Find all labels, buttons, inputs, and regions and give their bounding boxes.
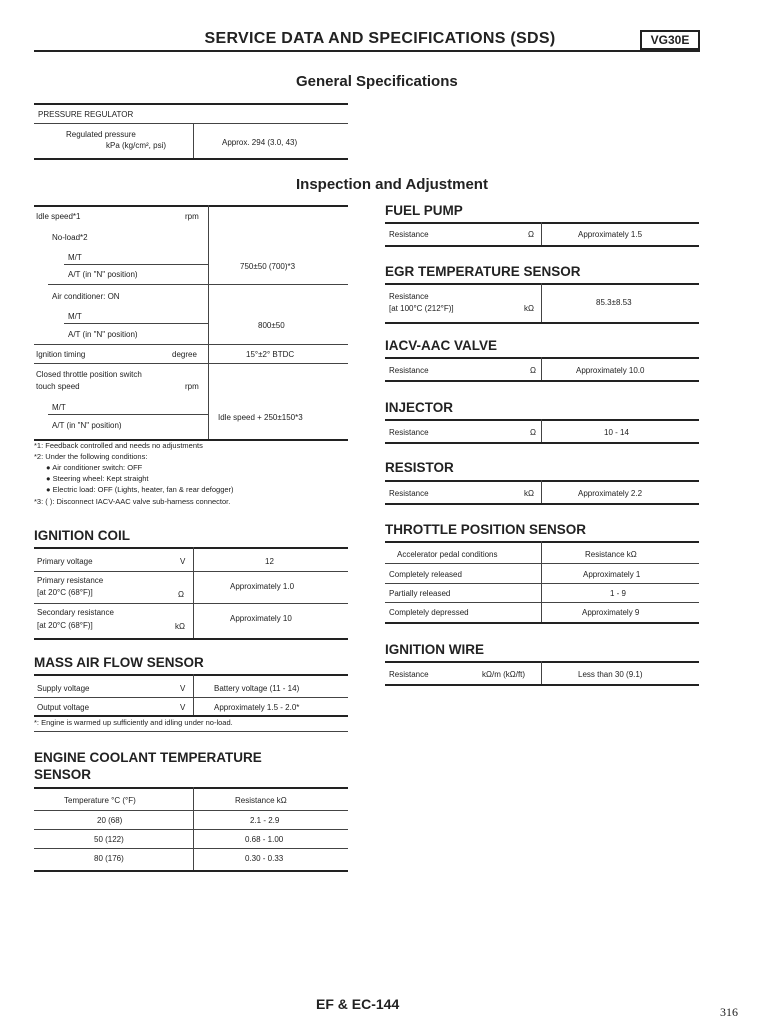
resistance-header: Resistance kΩ <box>585 550 637 559</box>
rule <box>385 419 699 421</box>
unit: V <box>180 684 186 693</box>
resistance-label: Resistance <box>389 230 429 239</box>
value: Less than 30 (9.1) <box>578 670 643 679</box>
rule <box>64 264 208 265</box>
rule <box>385 245 699 247</box>
pressure-units: kPa (kg/cm², psi) <box>106 141 167 150</box>
condition: Completely depressed <box>389 608 469 617</box>
rule <box>385 442 699 444</box>
col-divider <box>541 357 542 381</box>
value: Approximately 2.2 <box>578 489 643 498</box>
unit: Ω <box>528 230 534 239</box>
unit: Ω <box>178 590 184 599</box>
temp-value: 20 (68) <box>97 816 123 825</box>
resistor-heading: RESISTOR <box>385 460 454 475</box>
rule <box>34 787 348 789</box>
touch-unit: rpm <box>185 382 199 391</box>
value: Approximately 1.0 <box>230 582 295 591</box>
resistance-label: Resistance <box>389 366 429 375</box>
unit: kΩ <box>524 304 534 313</box>
ignition-wire-heading: IGNITION WIRE <box>385 642 484 657</box>
rule <box>34 344 348 345</box>
rule <box>34 547 348 549</box>
rule <box>385 357 699 359</box>
touch-speed-label: touch speed <box>36 382 80 391</box>
rule <box>385 480 699 482</box>
rule <box>34 123 348 124</box>
rule <box>64 323 208 324</box>
maf-heading: MASS AIR FLOW SENSOR <box>34 655 204 670</box>
rule <box>385 380 699 382</box>
touch-value: Idle speed + 250±150*3 <box>218 413 303 422</box>
resistance-label: Resistance <box>389 489 429 498</box>
temp-condition: [at 20°C (68°F)] <box>37 621 93 630</box>
resistance-value: 2.1 - 2.9 <box>250 816 280 825</box>
rule <box>34 158 348 160</box>
value: Approximately 1.5 <box>578 230 643 239</box>
value: Approximately 10.0 <box>576 366 645 375</box>
rule <box>34 870 348 872</box>
rule <box>34 848 348 849</box>
injector-heading: INJECTOR <box>385 400 454 415</box>
temperature-header: Temperature °C (°F) <box>64 796 136 805</box>
footnote: *3: ( ): Disconnect IACV-AAC valve sub-harness connector. <box>34 497 231 506</box>
resistance-value: Approximately 9 <box>582 608 640 617</box>
primary-voltage-label: Primary voltage <box>37 557 93 566</box>
rule <box>34 731 348 732</box>
ignition-coil-heading: IGNITION COIL <box>34 528 130 543</box>
mt-label: M/T <box>68 253 82 262</box>
rule <box>34 603 348 604</box>
unit: Ω <box>530 428 536 437</box>
resistance-header: Resistance kΩ <box>235 796 287 805</box>
col-divider <box>541 480 542 504</box>
rule <box>385 602 699 603</box>
rule <box>48 284 348 285</box>
output-voltage-label: Output voltage <box>37 703 90 712</box>
unit: kΩ <box>175 622 185 631</box>
rule <box>385 222 699 224</box>
rule <box>34 674 348 676</box>
value: Approximately 1.5 - 2.0* <box>214 703 300 712</box>
rule <box>34 205 348 207</box>
conditions-header: Accelerator pedal conditions <box>397 550 498 559</box>
fuel-pump-heading: FUEL PUMP <box>385 203 463 218</box>
ect-heading: ENGINE COOLANT TEMPERATURE <box>34 750 262 765</box>
ect-heading-line2: SENSOR <box>34 767 92 782</box>
condition: Completely released <box>389 570 462 579</box>
footnote: ● Air conditioner switch: OFF <box>46 463 143 472</box>
temp-value: 80 (176) <box>94 854 124 863</box>
rule <box>385 583 699 584</box>
value: 10 - 14 <box>604 428 629 437</box>
rule <box>385 684 699 686</box>
unit: Ω <box>530 366 536 375</box>
unit: kΩ/m (kΩ/ft) <box>482 670 526 679</box>
col-divider <box>193 547 194 639</box>
resistance-value: 0.68 - 1.00 <box>245 835 284 844</box>
ac-value: 800±50 <box>258 321 285 330</box>
at-label: A/T (in "N" position) <box>68 270 138 279</box>
col-divider <box>193 123 194 159</box>
ignition-timing-label: Ignition timing <box>36 350 86 359</box>
rule <box>385 622 699 624</box>
value: Approximately 10 <box>230 614 292 623</box>
air-conditioner-label: Air conditioner: ON <box>52 292 120 301</box>
rule <box>34 103 348 105</box>
supply-voltage-label: Supply voltage <box>37 684 90 693</box>
rule <box>48 414 208 415</box>
resistance-label: Resistance <box>389 428 429 437</box>
ignition-unit: degree <box>172 350 197 359</box>
mt-label: M/T <box>68 312 82 321</box>
page-number: 316 <box>720 1005 738 1019</box>
general-specs-heading: General Specifications <box>296 73 458 90</box>
value: 12 <box>265 557 274 566</box>
resistance-value: 0.30 - 0.33 <box>245 854 284 863</box>
rule <box>34 810 348 811</box>
at-label: A/T (in "N" position) <box>68 330 138 339</box>
col-divider <box>541 222 542 246</box>
value: Battery voltage (11 - 14) <box>214 684 300 693</box>
egr-heading: EGR TEMPERATURE SENSOR <box>385 264 581 279</box>
rule <box>34 571 348 572</box>
col-divider <box>541 283 542 323</box>
model-code-badge: VG30E <box>640 30 700 50</box>
value: 85.3±8.53 <box>596 298 632 307</box>
temp-condition: [at 20°C (68°F)] <box>37 588 93 597</box>
no-load-label: No-load*2 <box>52 233 88 242</box>
col-divider <box>541 661 542 685</box>
temp-condition: [at 100°C (212°F)] <box>389 304 454 313</box>
idle-speed-label: Idle speed*1 <box>36 212 81 221</box>
unit: V <box>180 557 186 566</box>
closed-throttle-label: Closed throttle position switch <box>36 370 142 379</box>
idle-value: 750±50 (700)*3 <box>240 262 296 271</box>
condition: Partially released <box>389 589 451 598</box>
rule <box>385 283 699 285</box>
col-divider <box>193 674 194 716</box>
rule <box>385 661 699 663</box>
col-divider <box>208 205 209 441</box>
footnote: *1: Feedback controlled and needs no adjustments <box>34 441 203 450</box>
primary-resistance-label: Primary resistance <box>37 576 104 585</box>
inspection-heading: Inspection and Adjustment <box>296 176 488 193</box>
footnote: ● Electric load: OFF (Lights, heater, fan & rear defogger) <box>46 485 234 494</box>
rule <box>34 697 348 698</box>
rule <box>34 715 348 717</box>
rule <box>385 563 699 564</box>
footnote: ● Steering wheel: Kept straight <box>46 474 149 483</box>
resistance-value: Approximately 1 <box>583 570 641 579</box>
header-rule <box>34 50 700 52</box>
rule <box>385 322 699 324</box>
footnote: *2: Under the following conditions: <box>34 452 148 461</box>
tps-heading: THROTTLE POSITION SENSOR <box>385 522 587 537</box>
rule <box>385 503 699 505</box>
secondary-resistance-label: Secondary resistance <box>37 608 114 617</box>
pressure-value: Approx. 294 (3.0, 43) <box>222 138 298 147</box>
temp-value: 50 (122) <box>94 835 124 844</box>
resistance-label: Resistance <box>389 292 429 301</box>
rule <box>34 638 348 640</box>
page-title: SERVICE DATA AND SPECIFICATIONS (SDS) <box>204 30 556 47</box>
resistance-label: Resistance <box>389 670 429 679</box>
rule <box>34 363 348 364</box>
unit: kΩ <box>524 489 534 498</box>
col-divider <box>541 419 542 443</box>
regulated-pressure-label: Regulated pressure <box>66 130 136 139</box>
pressure-regulator-label: PRESSURE REGULATOR <box>38 110 134 119</box>
rule <box>385 541 699 543</box>
rule <box>34 829 348 830</box>
unit: V <box>180 703 186 712</box>
page-reference: EF & EC-144 <box>316 996 400 1012</box>
resistance-value: 1 - 9 <box>610 589 627 598</box>
footnote: *: Engine is warmed up sufficiently and idling under no-load. <box>34 718 233 727</box>
at-label: A/T (in "N" position) <box>52 421 122 430</box>
iacv-heading: IACV-AAC VALVE <box>385 338 498 353</box>
ignition-value: 15°±2° BTDC <box>246 350 295 359</box>
mt-label: M/T <box>52 403 66 412</box>
idle-unit: rpm <box>185 212 199 221</box>
